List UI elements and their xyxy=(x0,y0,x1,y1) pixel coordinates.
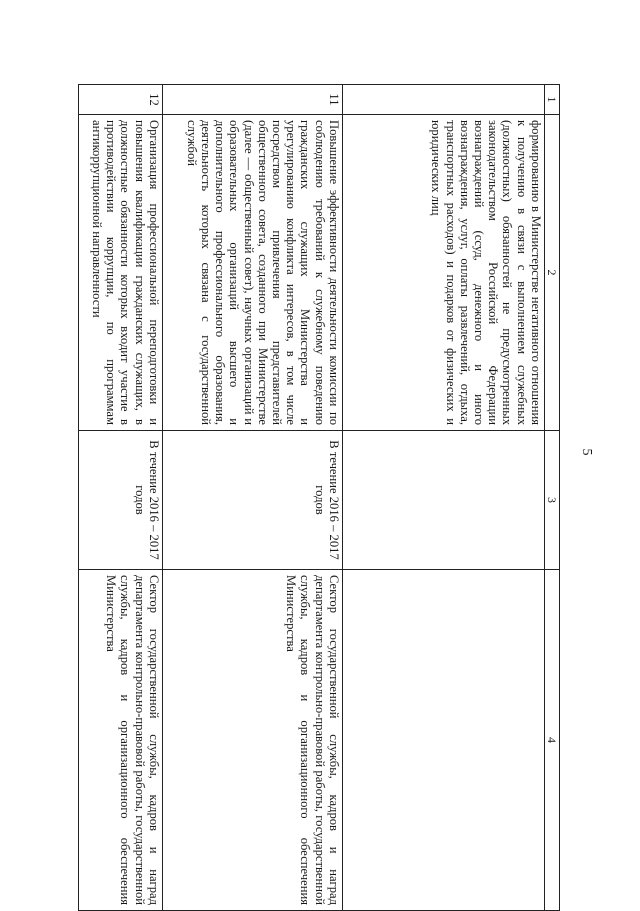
header-col-1: 1 xyxy=(544,85,559,115)
term-cell: В течение 2016 – 2017 годов xyxy=(78,431,162,570)
measure-cell: Организация профессиональной переподготовки и повышения квалификации гражданских служащих, в должностные обязанности которых входит участие в противодействии коррупции, по программам антикоррупционной направленности xyxy=(78,115,162,431)
table-row xyxy=(78,85,162,911)
responsible-cell: Сектор государственной службы, кадров и наград департамента контрольно-правовой работы, государственной службы, кадров и организационного обеспечения Министерства xyxy=(78,570,162,911)
responsible-cell: Сектор государственной службы, кадров и наград департамента контрольно-правовой работы, государственной службы, кадров и организационного обеспечения Министерства xyxy=(162,570,342,911)
table-row xyxy=(162,85,342,911)
measures-table xyxy=(78,84,560,911)
responsible-cell xyxy=(342,570,544,911)
header-col-4: 4 xyxy=(544,570,559,911)
rotated-document xyxy=(78,84,560,910)
header-col-3: 3 xyxy=(544,431,559,570)
measure-cell: Повышение эффективности деятельности комиссии по соблюдению требований к служебному поведению гражданских служащих Министерства и урегулированию конфликта интересов, в том числе посредством привлечения представителей общественного совета, созданного при Министерстве (далее — общественный совет), научных организаций и образовательных организаций высшего и дополнительного профессионального образования, деятельность которых связана с государственной службой xyxy=(162,115,342,431)
term-cell: В течение 2016 – 2017 годов xyxy=(162,431,342,570)
measure-cell: формированию в Министерстве негативного отношения к получению в связи с выполнением служебных (должностных) обязанностей не предусмотренных законодательством Российской Федерации вознаграждений (ссуд, денежного и иного вознаграждения, услуг, оплаты развлечений, отдыха, транспортных расходов) и подарков от физических и юридических лиц xyxy=(342,115,544,431)
table-row xyxy=(342,85,544,911)
page-number: 5 xyxy=(579,448,594,456)
header-row xyxy=(544,85,559,911)
row-number: 12 xyxy=(78,85,162,115)
header-col-2: 2 xyxy=(544,115,559,431)
row-number: 11 xyxy=(162,85,342,115)
row-number xyxy=(342,85,544,115)
term-cell xyxy=(342,431,544,570)
